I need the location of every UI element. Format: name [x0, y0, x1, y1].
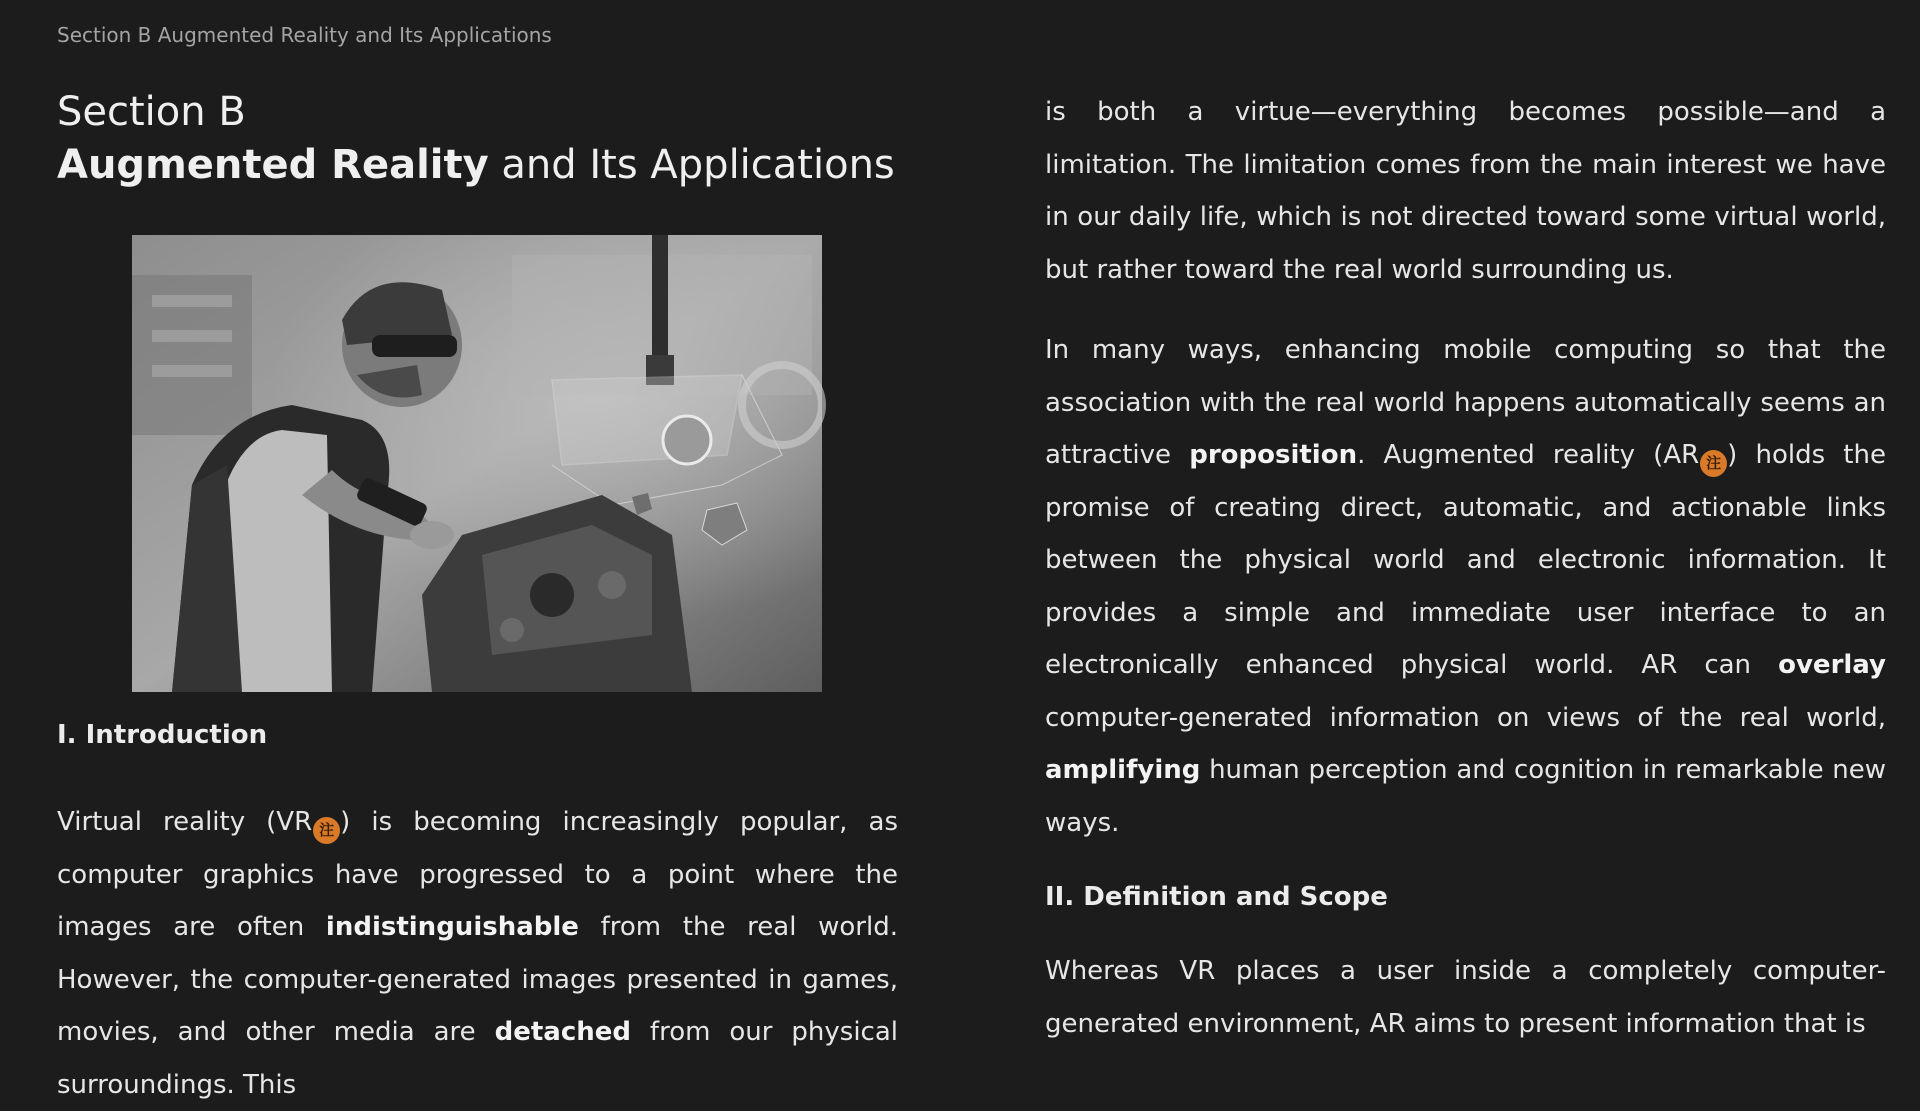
body-paragraph-continued: is both a virtue—everything becomes possible—and a limitation. The limitation comes from the main interest we have in our daily life, which is not directed toward some virtual world, but rather toward the real world surrounding us. [1045, 97, 1886, 285]
body-paragraph-3: Whereas VR places a user inside a completely computer-generated environment, AR aims to present information that is [1045, 956, 1886, 1039]
right-column [1045, 86, 1886, 1050]
note-icon[interactable]: 注 [1700, 450, 1727, 477]
photo-icon [132, 235, 822, 692]
page-title [57, 86, 898, 192]
running-header: Section B Augmented Reality and Its Applications [57, 23, 552, 47]
title-bold: Augmented Reality [57, 142, 489, 188]
title-line-1: Section B [57, 89, 246, 135]
section-heading-definition: II. Definition and Scope [1045, 882, 1388, 912]
body-paragraph-2: In many ways, enhancing mobile computing so that the association with the real world happens automatically seems an attractive proposition. Augmented reality (AR 注 ) holds the promise of creating direct, automatic, and actionable links between the physical world and electronic information. It provides a simple and immediate user interface to an electronically enhanced physical world. AR can overlay computer-generated information on views of the real world, amplifying human perception and cognition in remarkable new ways. [1045, 335, 1886, 838]
figure-image [132, 235, 822, 692]
note-icon[interactable]: 注 [313, 817, 340, 844]
intro-paragraph-1: Virtual reality (VR 注 ) is becoming increasingly popular, as computer graphics have progressed to a point where the images are often indistinguishable from the real world. However, the computer-generated images presented in games, movies, and other media are detached from our physical surroundings. This [57, 807, 898, 1100]
section-heading-introduction: I. Introduction [57, 720, 268, 750]
left-column [57, 86, 898, 1100]
title-rest: and Its Applications [488, 142, 895, 188]
